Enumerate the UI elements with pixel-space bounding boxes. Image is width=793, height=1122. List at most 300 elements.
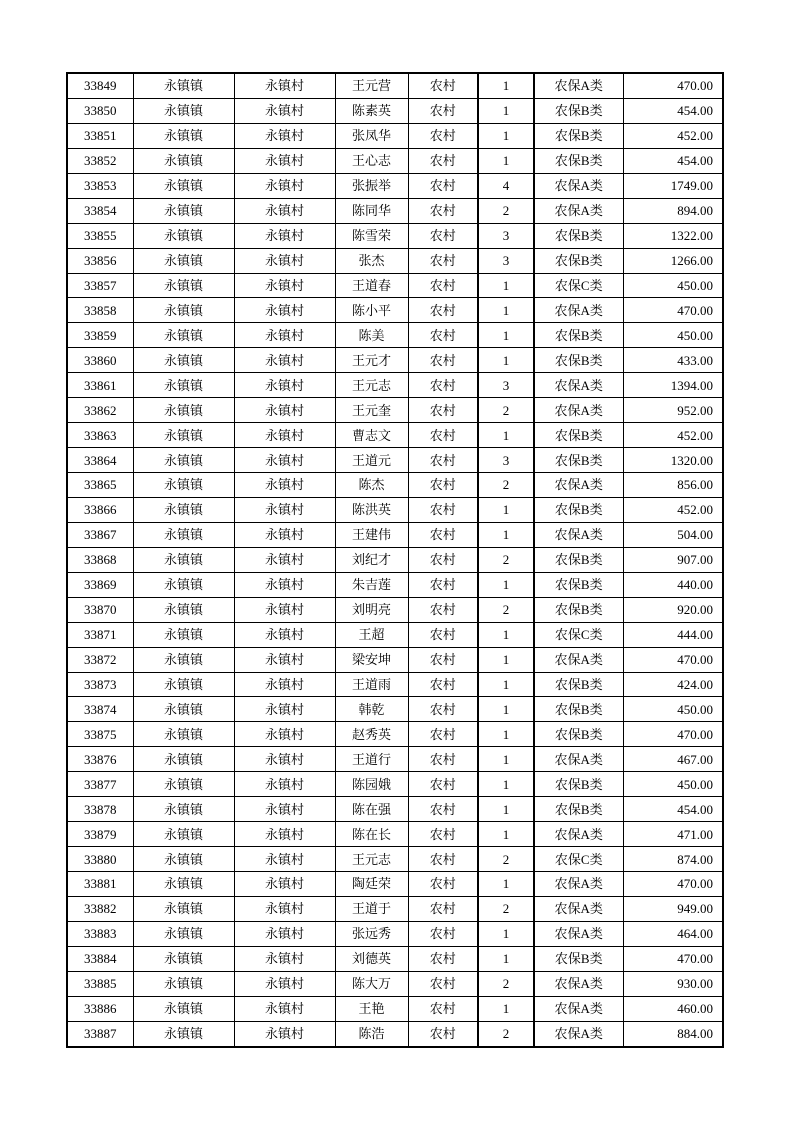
amount-cell: 1320.00 [623, 448, 723, 473]
amount-cell: 452.00 [623, 423, 723, 448]
serial-number-cell: 33884 [67, 946, 133, 971]
town-cell: 永镇镇 [133, 148, 234, 173]
residence-type-cell: 农村 [408, 622, 478, 647]
serial-number-cell: 33861 [67, 373, 133, 398]
table-row [67, 73, 723, 98]
village-cell: 永镇村 [234, 772, 335, 797]
amount-cell: 464.00 [623, 921, 723, 946]
village-cell: 永镇村 [234, 497, 335, 522]
person-count-cell: 3 [478, 223, 534, 248]
village-cell: 永镇村 [234, 223, 335, 248]
person-count-cell: 1 [478, 622, 534, 647]
town-cell: 永镇镇 [133, 872, 234, 897]
town-cell: 永镇镇 [133, 273, 234, 298]
town-cell: 永镇镇 [133, 921, 234, 946]
table-row [67, 398, 723, 423]
person-count-cell: 1 [478, 572, 534, 597]
town-cell: 永镇镇 [133, 522, 234, 547]
records-table-body [67, 73, 723, 1047]
person-name-cell: 朱吉莲 [335, 572, 408, 597]
town-cell: 永镇镇 [133, 647, 234, 672]
insurance-category-cell: 农保C类 [534, 273, 623, 298]
serial-number-cell: 33858 [67, 298, 133, 323]
village-cell: 永镇村 [234, 597, 335, 622]
person-count-cell: 1 [478, 822, 534, 847]
village-cell: 永镇村 [234, 697, 335, 722]
residence-type-cell: 农村 [408, 822, 478, 847]
village-cell: 永镇村 [234, 473, 335, 498]
person-name-cell: 王元营 [335, 73, 408, 98]
person-name-cell: 陈美 [335, 323, 408, 348]
person-name-cell: 韩乾 [335, 697, 408, 722]
table-row [67, 373, 723, 398]
serial-number-cell: 33887 [67, 1021, 133, 1046]
insurance-category-cell: 农保B类 [534, 797, 623, 822]
village-cell: 永镇村 [234, 173, 335, 198]
table-row [67, 248, 723, 273]
table-row [67, 822, 723, 847]
residence-type-cell: 农村 [408, 872, 478, 897]
town-cell: 永镇镇 [133, 248, 234, 273]
table-row [67, 148, 723, 173]
residence-type-cell: 农村 [408, 672, 478, 697]
amount-cell: 433.00 [623, 348, 723, 373]
table-row [67, 547, 723, 572]
residence-type-cell: 农村 [408, 298, 478, 323]
person-name-cell: 王道于 [335, 896, 408, 921]
town-cell: 永镇镇 [133, 722, 234, 747]
serial-number-cell: 33878 [67, 797, 133, 822]
town-cell: 永镇镇 [133, 223, 234, 248]
amount-cell: 444.00 [623, 622, 723, 647]
town-cell: 永镇镇 [133, 473, 234, 498]
residence-type-cell: 农村 [408, 896, 478, 921]
person-name-cell: 陈大万 [335, 971, 408, 996]
town-cell: 永镇镇 [133, 173, 234, 198]
town-cell: 永镇镇 [133, 98, 234, 123]
residence-type-cell: 农村 [408, 448, 478, 473]
amount-cell: 894.00 [623, 198, 723, 223]
person-count-cell: 1 [478, 348, 534, 373]
residence-type-cell: 农村 [408, 198, 478, 223]
town-cell: 永镇镇 [133, 772, 234, 797]
insurance-category-cell: 农保A类 [534, 398, 623, 423]
person-name-cell: 张振举 [335, 173, 408, 198]
person-name-cell: 曹志文 [335, 423, 408, 448]
insurance-category-cell: 农保C类 [534, 847, 623, 872]
serial-number-cell: 33860 [67, 348, 133, 373]
residence-type-cell: 农村 [408, 73, 478, 98]
insurance-category-cell: 农保A类 [534, 522, 623, 547]
village-cell: 永镇村 [234, 797, 335, 822]
serial-number-cell: 33879 [67, 822, 133, 847]
person-count-cell: 2 [478, 1021, 534, 1046]
town-cell: 永镇镇 [133, 896, 234, 921]
insurance-category-cell: 农保A类 [534, 173, 623, 198]
town-cell: 永镇镇 [133, 123, 234, 148]
residence-type-cell: 农村 [408, 273, 478, 298]
amount-cell: 470.00 [623, 946, 723, 971]
insurance-category-cell: 农保B类 [534, 946, 623, 971]
village-cell: 永镇村 [234, 373, 335, 398]
serial-number-cell: 33863 [67, 423, 133, 448]
serial-number-cell: 33869 [67, 572, 133, 597]
person-count-cell: 2 [478, 597, 534, 622]
person-count-cell: 1 [478, 497, 534, 522]
person-count-cell: 2 [478, 398, 534, 423]
village-cell: 永镇村 [234, 448, 335, 473]
person-name-cell: 王元奎 [335, 398, 408, 423]
amount-cell: 470.00 [623, 73, 723, 98]
person-count-cell: 1 [478, 672, 534, 697]
residence-type-cell: 农村 [408, 248, 478, 273]
serial-number-cell: 33850 [67, 98, 133, 123]
person-name-cell: 王元才 [335, 348, 408, 373]
amount-cell: 450.00 [623, 273, 723, 298]
village-cell: 永镇村 [234, 547, 335, 572]
residence-type-cell: 农村 [408, 98, 478, 123]
amount-cell: 856.00 [623, 473, 723, 498]
serial-number-cell: 33880 [67, 847, 133, 872]
person-name-cell: 王道元 [335, 448, 408, 473]
serial-number-cell: 33870 [67, 597, 133, 622]
serial-number-cell: 33868 [67, 547, 133, 572]
town-cell: 永镇镇 [133, 497, 234, 522]
village-cell: 永镇村 [234, 722, 335, 747]
table-row [67, 173, 723, 198]
insurance-category-cell: 农保A类 [534, 921, 623, 946]
table-row [67, 423, 723, 448]
residence-type-cell: 农村 [408, 522, 478, 547]
serial-number-cell: 33853 [67, 173, 133, 198]
person-name-cell: 王艳 [335, 996, 408, 1021]
town-cell: 永镇镇 [133, 1021, 234, 1046]
town-cell: 永镇镇 [133, 622, 234, 647]
amount-cell: 874.00 [623, 847, 723, 872]
insurance-category-cell: 农保B类 [534, 223, 623, 248]
table-row [67, 572, 723, 597]
village-cell: 永镇村 [234, 946, 335, 971]
village-cell: 永镇村 [234, 298, 335, 323]
table-row [67, 672, 723, 697]
serial-number-cell: 33876 [67, 747, 133, 772]
person-count-cell: 1 [478, 872, 534, 897]
insurance-category-cell: 农保B类 [534, 323, 623, 348]
town-cell: 永镇镇 [133, 398, 234, 423]
residence-type-cell: 农村 [408, 996, 478, 1021]
residence-type-cell: 农村 [408, 348, 478, 373]
table-row [67, 497, 723, 522]
residence-type-cell: 农村 [408, 597, 478, 622]
amount-cell: 450.00 [623, 697, 723, 722]
person-count-cell: 2 [478, 473, 534, 498]
residence-type-cell: 农村 [408, 572, 478, 597]
village-cell: 永镇村 [234, 572, 335, 597]
serial-number-cell: 33852 [67, 148, 133, 173]
serial-number-cell: 33862 [67, 398, 133, 423]
residence-type-cell: 农村 [408, 697, 478, 722]
residence-type-cell: 农村 [408, 847, 478, 872]
person-count-cell: 1 [478, 772, 534, 797]
insurance-category-cell: 农保B类 [534, 672, 623, 697]
insurance-category-cell: 农保B类 [534, 448, 623, 473]
insurance-category-cell: 农保A类 [534, 872, 623, 897]
town-cell: 永镇镇 [133, 971, 234, 996]
person-count-cell: 2 [478, 971, 534, 996]
amount-cell: 470.00 [623, 647, 723, 672]
residence-type-cell: 农村 [408, 123, 478, 148]
amount-cell: 454.00 [623, 797, 723, 822]
table-row [67, 323, 723, 348]
amount-cell: 440.00 [623, 572, 723, 597]
person-count-cell: 2 [478, 896, 534, 921]
residence-type-cell: 农村 [408, 223, 478, 248]
person-count-cell: 1 [478, 921, 534, 946]
person-name-cell: 张杰 [335, 248, 408, 273]
person-name-cell: 王元志 [335, 373, 408, 398]
serial-number-cell: 33875 [67, 722, 133, 747]
amount-cell: 424.00 [623, 672, 723, 697]
insurance-category-cell: 农保C类 [534, 622, 623, 647]
person-name-cell: 王道春 [335, 273, 408, 298]
amount-cell: 952.00 [623, 398, 723, 423]
town-cell: 永镇镇 [133, 747, 234, 772]
person-count-cell: 1 [478, 996, 534, 1021]
amount-cell: 470.00 [623, 722, 723, 747]
village-cell: 永镇村 [234, 672, 335, 697]
insurance-category-cell: 农保B类 [534, 497, 623, 522]
residence-type-cell: 农村 [408, 173, 478, 198]
insurance-category-cell: 农保A类 [534, 647, 623, 672]
insurance-category-cell: 农保A类 [534, 747, 623, 772]
amount-cell: 450.00 [623, 323, 723, 348]
village-cell: 永镇村 [234, 398, 335, 423]
person-count-cell: 1 [478, 747, 534, 772]
table-row [67, 971, 723, 996]
person-name-cell: 陈小平 [335, 298, 408, 323]
insurance-category-cell: 农保A类 [534, 896, 623, 921]
serial-number-cell: 33859 [67, 323, 133, 348]
person-count-cell: 1 [478, 697, 534, 722]
amount-cell: 467.00 [623, 747, 723, 772]
village-cell: 永镇村 [234, 896, 335, 921]
person-name-cell: 刘纪才 [335, 547, 408, 572]
serial-number-cell: 33883 [67, 921, 133, 946]
person-name-cell: 王建伟 [335, 522, 408, 547]
person-name-cell: 陈浩 [335, 1021, 408, 1046]
serial-number-cell: 33885 [67, 971, 133, 996]
town-cell: 永镇镇 [133, 198, 234, 223]
village-cell: 永镇村 [234, 622, 335, 647]
serial-number-cell: 33882 [67, 896, 133, 921]
residence-type-cell: 农村 [408, 323, 478, 348]
amount-cell: 920.00 [623, 597, 723, 622]
amount-cell: 1266.00 [623, 248, 723, 273]
table-row [67, 921, 723, 946]
person-name-cell: 陈在强 [335, 797, 408, 822]
insurance-category-cell: 农保A类 [534, 298, 623, 323]
town-cell: 永镇镇 [133, 822, 234, 847]
person-count-cell: 1 [478, 273, 534, 298]
person-count-cell: 4 [478, 173, 534, 198]
serial-number-cell: 33873 [67, 672, 133, 697]
amount-cell: 470.00 [623, 872, 723, 897]
person-count-cell: 3 [478, 373, 534, 398]
table-row [67, 298, 723, 323]
village-cell: 永镇村 [234, 747, 335, 772]
residence-type-cell: 农村 [408, 423, 478, 448]
person-name-cell: 张远秀 [335, 921, 408, 946]
person-name-cell: 陶廷荣 [335, 872, 408, 897]
person-count-cell: 1 [478, 323, 534, 348]
person-name-cell: 王心志 [335, 148, 408, 173]
town-cell: 永镇镇 [133, 448, 234, 473]
town-cell: 永镇镇 [133, 996, 234, 1021]
amount-cell: 930.00 [623, 971, 723, 996]
residence-type-cell: 农村 [408, 797, 478, 822]
table-row [67, 847, 723, 872]
town-cell: 永镇镇 [133, 323, 234, 348]
insurance-category-cell: 农保A类 [534, 473, 623, 498]
amount-cell: 949.00 [623, 896, 723, 921]
insurance-category-cell: 农保A类 [534, 996, 623, 1021]
insurance-category-cell: 农保B类 [534, 597, 623, 622]
village-cell: 永镇村 [234, 98, 335, 123]
person-count-cell: 2 [478, 198, 534, 223]
table-row [67, 946, 723, 971]
village-cell: 永镇村 [234, 822, 335, 847]
insurance-category-cell: 农保B类 [534, 98, 623, 123]
table-row [67, 223, 723, 248]
village-cell: 永镇村 [234, 522, 335, 547]
person-name-cell: 王元志 [335, 847, 408, 872]
amount-cell: 454.00 [623, 98, 723, 123]
serial-number-cell: 33881 [67, 872, 133, 897]
village-cell: 永镇村 [234, 148, 335, 173]
serial-number-cell: 33866 [67, 497, 133, 522]
person-count-cell: 1 [478, 722, 534, 747]
amount-cell: 450.00 [623, 772, 723, 797]
person-name-cell: 王道雨 [335, 672, 408, 697]
records-table [66, 72, 724, 1048]
residence-type-cell: 农村 [408, 722, 478, 747]
residence-type-cell: 农村 [408, 398, 478, 423]
amount-cell: 1749.00 [623, 173, 723, 198]
person-count-cell: 2 [478, 547, 534, 572]
village-cell: 永镇村 [234, 1021, 335, 1046]
table-row [67, 597, 723, 622]
table-row [67, 198, 723, 223]
insurance-category-cell: 农保A类 [534, 373, 623, 398]
insurance-category-cell: 农保B类 [534, 248, 623, 273]
village-cell: 永镇村 [234, 872, 335, 897]
town-cell: 永镇镇 [133, 672, 234, 697]
village-cell: 永镇村 [234, 198, 335, 223]
person-name-cell: 刘德英 [335, 946, 408, 971]
residence-type-cell: 农村 [408, 547, 478, 572]
table-row [67, 522, 723, 547]
town-cell: 永镇镇 [133, 597, 234, 622]
town-cell: 永镇镇 [133, 73, 234, 98]
amount-cell: 884.00 [623, 1021, 723, 1046]
town-cell: 永镇镇 [133, 348, 234, 373]
village-cell: 永镇村 [234, 996, 335, 1021]
town-cell: 永镇镇 [133, 946, 234, 971]
village-cell: 永镇村 [234, 273, 335, 298]
table-row [67, 722, 723, 747]
table-row [67, 98, 723, 123]
table-row [67, 1021, 723, 1046]
person-count-cell: 1 [478, 73, 534, 98]
insurance-category-cell: 农保A类 [534, 73, 623, 98]
town-cell: 永镇镇 [133, 373, 234, 398]
person-name-cell: 张凤华 [335, 123, 408, 148]
serial-number-cell: 33854 [67, 198, 133, 223]
table-row [67, 872, 723, 897]
village-cell: 永镇村 [234, 423, 335, 448]
residence-type-cell: 农村 [408, 148, 478, 173]
serial-number-cell: 33857 [67, 273, 133, 298]
residence-type-cell: 农村 [408, 373, 478, 398]
amount-cell: 470.00 [623, 298, 723, 323]
table-row [67, 473, 723, 498]
village-cell: 永镇村 [234, 921, 335, 946]
village-cell: 永镇村 [234, 647, 335, 672]
village-cell: 永镇村 [234, 248, 335, 273]
serial-number-cell: 33872 [67, 647, 133, 672]
insurance-category-cell: 农保A类 [534, 822, 623, 847]
serial-number-cell: 33877 [67, 772, 133, 797]
amount-cell: 454.00 [623, 148, 723, 173]
amount-cell: 1322.00 [623, 223, 723, 248]
person-count-cell: 1 [478, 148, 534, 173]
person-count-cell: 2 [478, 847, 534, 872]
insurance-category-cell: 农保B类 [534, 572, 623, 597]
town-cell: 永镇镇 [133, 423, 234, 448]
serial-number-cell: 33871 [67, 622, 133, 647]
person-name-cell: 陈在长 [335, 822, 408, 847]
town-cell: 永镇镇 [133, 697, 234, 722]
serial-number-cell: 33851 [67, 123, 133, 148]
village-cell: 永镇村 [234, 847, 335, 872]
person-count-cell: 1 [478, 123, 534, 148]
village-cell: 永镇村 [234, 348, 335, 373]
residence-type-cell: 农村 [408, 921, 478, 946]
amount-cell: 471.00 [623, 822, 723, 847]
town-cell: 永镇镇 [133, 572, 234, 597]
person-count-cell: 1 [478, 423, 534, 448]
village-cell: 永镇村 [234, 123, 335, 148]
person-count-cell: 3 [478, 448, 534, 473]
insurance-category-cell: 农保A类 [534, 1021, 623, 1046]
table-row [67, 448, 723, 473]
table-row [67, 273, 723, 298]
table-row [67, 123, 723, 148]
person-count-cell: 1 [478, 946, 534, 971]
amount-cell: 460.00 [623, 996, 723, 1021]
serial-number-cell: 33874 [67, 697, 133, 722]
insurance-category-cell: 农保B类 [534, 148, 623, 173]
person-name-cell: 刘明亮 [335, 597, 408, 622]
person-count-cell: 1 [478, 298, 534, 323]
serial-number-cell: 33856 [67, 248, 133, 273]
table-row [67, 772, 723, 797]
town-cell: 永镇镇 [133, 298, 234, 323]
table-row [67, 747, 723, 772]
person-count-cell: 3 [478, 248, 534, 273]
residence-type-cell: 农村 [408, 971, 478, 996]
town-cell: 永镇镇 [133, 847, 234, 872]
